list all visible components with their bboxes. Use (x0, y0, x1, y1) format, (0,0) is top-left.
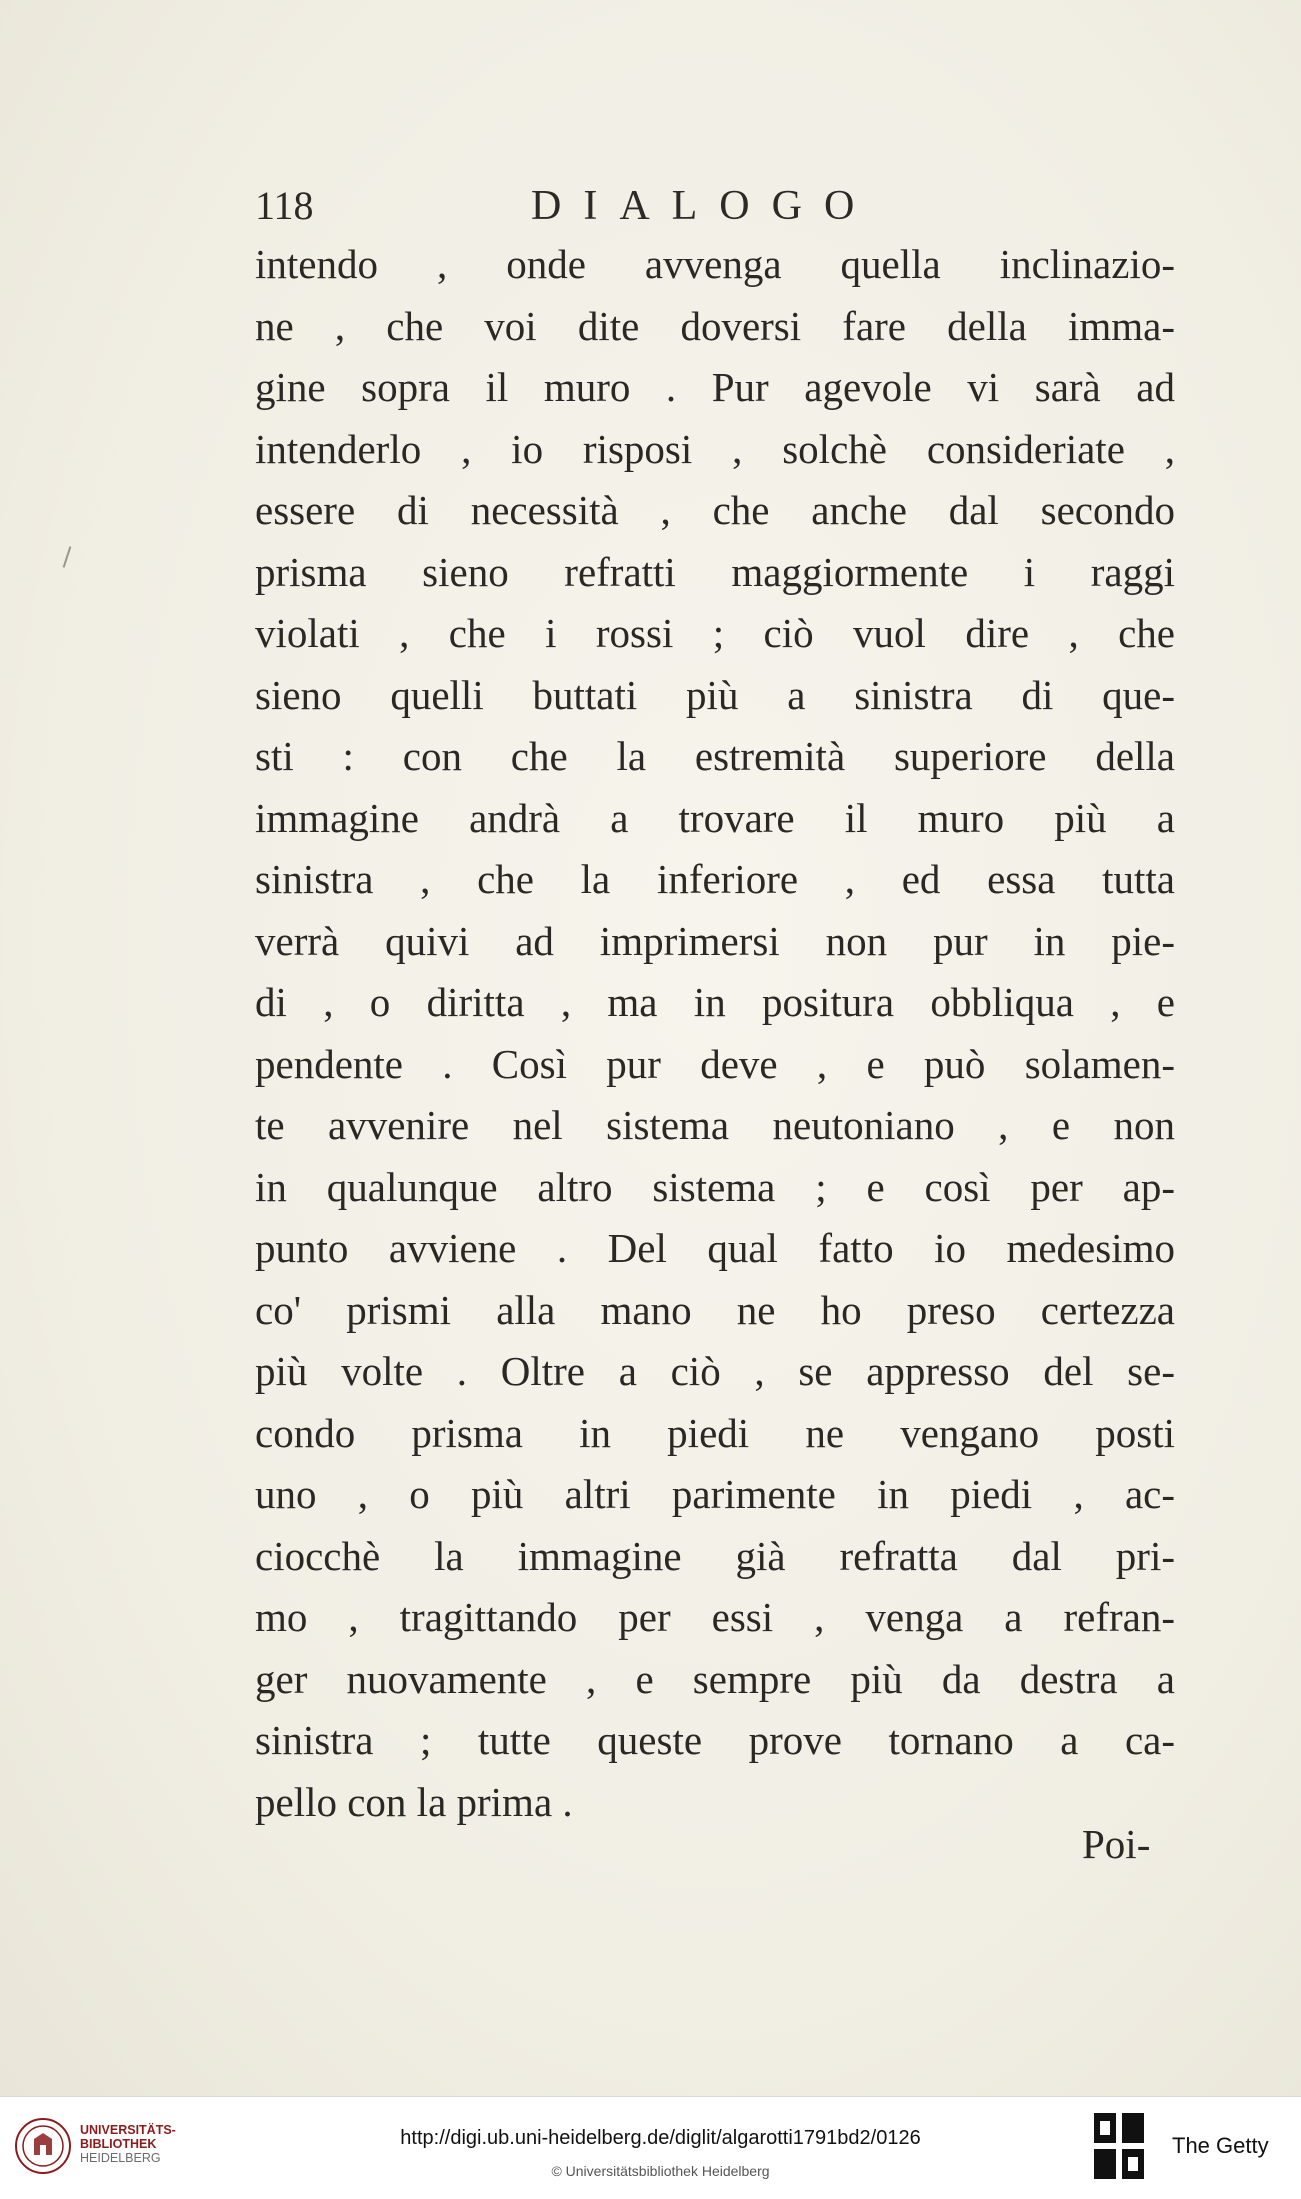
text-line: in qualunque altro sistema ; e così per ap- (255, 1163, 1175, 1210)
text-line: intenderlo , io risposi , solchè consideriate , (255, 425, 1175, 472)
permalink-url[interactable]: http://digi.ub.uni-heidelberg.de/diglit/algarotti1791bd2/0126 (400, 2127, 921, 2149)
text-line: uno , o più altri parimente in piedi , ac- (255, 1471, 1175, 1517)
running-head: DIALOGO (531, 183, 877, 229)
library-name-line2: BIBLIOTHEK (80, 2137, 157, 2151)
partner-name: The Getty (1172, 2133, 1269, 2158)
text-line: violati , che i rossi ; ciò vuol dire , che (255, 610, 1175, 656)
text-line: sieno quelli buttati più a sinistra di que- (255, 671, 1175, 718)
page-header (255, 178, 1155, 234)
text-line: di , o diritta , ma in positura obbliqua , e (255, 979, 1175, 1025)
text-line: pello con la prima . (255, 1778, 573, 1825)
text-line: co' prismi alla mano ne ho preso certezza (255, 1286, 1175, 1333)
library-city: HEIDELBERG (80, 2151, 161, 2165)
text-line: gine sopra il muro . Pur agevole vi sarà ad (255, 364, 1175, 410)
text-line: condo prisma in piedi ne vengano posti (255, 1409, 1175, 1456)
body-text (255, 234, 1175, 1833)
viewer-footer (0, 2096, 1301, 2199)
catchword: Poi- (1082, 1821, 1151, 1867)
text-line: sti : con che la estremità superiore della (255, 733, 1175, 779)
text-line: sinistra ; tutte queste prove tornano a ca- (255, 1717, 1175, 1763)
text-line: più volte . Oltre a ciò , se appresso del se- (255, 1348, 1175, 1394)
text-line: pendente . Così pur deve , e può solamen- (255, 1040, 1175, 1087)
text-line: verrà quivi ad imprimersi non pur in pie- (255, 917, 1175, 964)
copyright-notice: © Universitätsbibliothek Heidelberg (551, 2163, 770, 2179)
text-line: ne , che voi dite doversi fare della imma- (255, 302, 1175, 349)
text-line: ger nuovamente , e sempre più da destra a (255, 1655, 1175, 1702)
text-line: sinistra , che la inferiore , ed essa tutta (255, 856, 1175, 902)
stray-ink-mark (63, 546, 72, 568)
getty-logo-icon (1092, 2111, 1148, 2181)
text-line: ciocchè la immagine già refratta dal pri- (255, 1532, 1175, 1579)
page-number: 118 (255, 183, 314, 228)
library-name-line1: UNIVERSITÄTS- (80, 2123, 176, 2137)
text-line: punto avviene . Del qual fatto io medesimo (255, 1225, 1175, 1271)
text-line: prisma sieno refratti maggiormente i raggi (255, 548, 1175, 595)
text-line: te avvenire nel sistema neutoniano , e non (255, 1102, 1175, 1148)
text-line: immagine andrà a trovare il muro più a (255, 794, 1175, 841)
text-line: mo , tragittando per essi , venga a refran- (255, 1594, 1175, 1640)
text-line: essere di necessità , che anche dal secondo (255, 487, 1175, 533)
text-line: intendo , onde avvenga quella inclinazio- (255, 241, 1175, 287)
